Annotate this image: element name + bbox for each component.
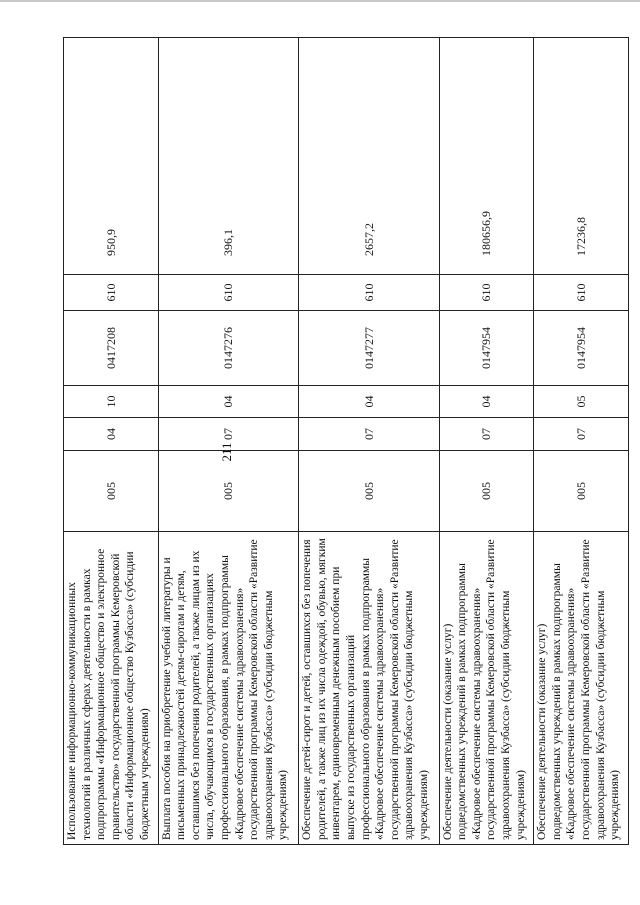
target-code-cell: 0147277 — [299, 311, 439, 386]
expense-name-cell: Обеспечение деятельности (оказание услуг) подведомственных учреждений в рамках подпрограммы «Кадровое обеспечение системы здравоохранения» государственной программы Кемеровской области «Развитие здравоохранения Кузбасса» (субсидии бюджетным учреждениям) — [439, 532, 534, 845]
section-code-cell: 07 — [299, 418, 439, 451]
section-code-cell: 07 — [439, 418, 534, 451]
amount-cell: 2657,2 — [299, 38, 439, 275]
expense-type-cell: 610 — [299, 275, 439, 311]
scan-top-edge — [0, 0, 640, 2]
target-code-cell: 0417208 — [64, 311, 159, 386]
table-row — [439, 38, 534, 845]
section-code-cell: 07 — [534, 418, 629, 451]
budget-table — [63, 37, 629, 845]
expense-type-cell: 610 — [64, 275, 159, 311]
subsection-code-cell: 10 — [64, 386, 159, 418]
ministry-code-cell: 005 — [64, 451, 159, 532]
expense-type-cell: 610 — [439, 275, 534, 311]
ministry-code-cell: 005 — [158, 451, 298, 532]
amount-cell: 396,1 — [158, 38, 298, 275]
page-number: 211 — [219, 442, 234, 462]
table-row — [158, 38, 298, 845]
subsection-code-cell: 04 — [158, 386, 298, 418]
rotated-page-content — [63, 38, 629, 845]
table-row — [534, 38, 629, 845]
target-code-cell: 0147954 — [534, 311, 629, 386]
expense-name-cell: Выплата пособия на приобретение учебной литературы и письменных принадлежностей детям-сиротам и детям, оставшимся без попечения родителей, а также лицам из их числа, обучающимся в государственных организациях профессионального образования, в рамках подпрограммы «Кадровое обеспечение системы здравоохранения» государственной программы Кемеровской области «Развитие здравоохранения Кузбасса» (субсидии бюджетным учреждениям) — [158, 532, 298, 845]
target-code-cell: 0147954 — [439, 311, 534, 386]
expense-type-cell: 610 — [158, 275, 298, 311]
section-code-cell: 04 — [64, 418, 159, 451]
expense-type-cell: 610 — [534, 275, 629, 311]
expense-name-cell: Обеспечение деятельности (оказание услуг) подведомственных учреждений в рамках подпрограммы «Кадровое обеспечение системы здравоохранения» государственной программы Кемеровской области «Развитие здравоохранения Кузбасса» (субсидии бюджетным учреждениям) — [534, 532, 629, 845]
section-code-cell: 07 — [158, 418, 298, 451]
amount-cell: 180656,9 — [439, 38, 534, 275]
ministry-code-cell: 005 — [439, 451, 534, 532]
subsection-code-cell: 04 — [439, 386, 534, 418]
target-code-cell: 0147276 — [158, 311, 298, 386]
table-row — [299, 38, 439, 845]
amount-cell: 950,9 — [64, 38, 159, 275]
ministry-code-cell: 005 — [299, 451, 439, 532]
table-row — [64, 38, 159, 845]
ministry-code-cell: 005 — [534, 451, 629, 532]
expense-name-cell: Использование информационно-коммуникационных технологий в различных сферах деятельности в рамках подпрограммы «Информационное общество и электронное правительство» государственной программы Кемеровской области «Информационное общество Кузбасса» (субсидии бюджетным учреждениям) — [64, 532, 159, 845]
expense-name-cell: Обеспечение детей-сирот и детей, оставшихся без попечения родителей, а также лиц из их числа одеждой, обувью, мягким инвентарем, единовременным денежным пособием при выпуске из государственных организаций профессионального образования в рамках подпрограммы «Кадровое обеспечение системы здравоохранения» государственной программы Кемеровской области «Развитие здравоохранения Кузбасса» (субсидии бюджетным учреждениям) — [299, 532, 439, 845]
subsection-code-cell: 05 — [534, 386, 629, 418]
subsection-code-cell: 04 — [299, 386, 439, 418]
amount-cell: 17236,8 — [534, 38, 629, 275]
